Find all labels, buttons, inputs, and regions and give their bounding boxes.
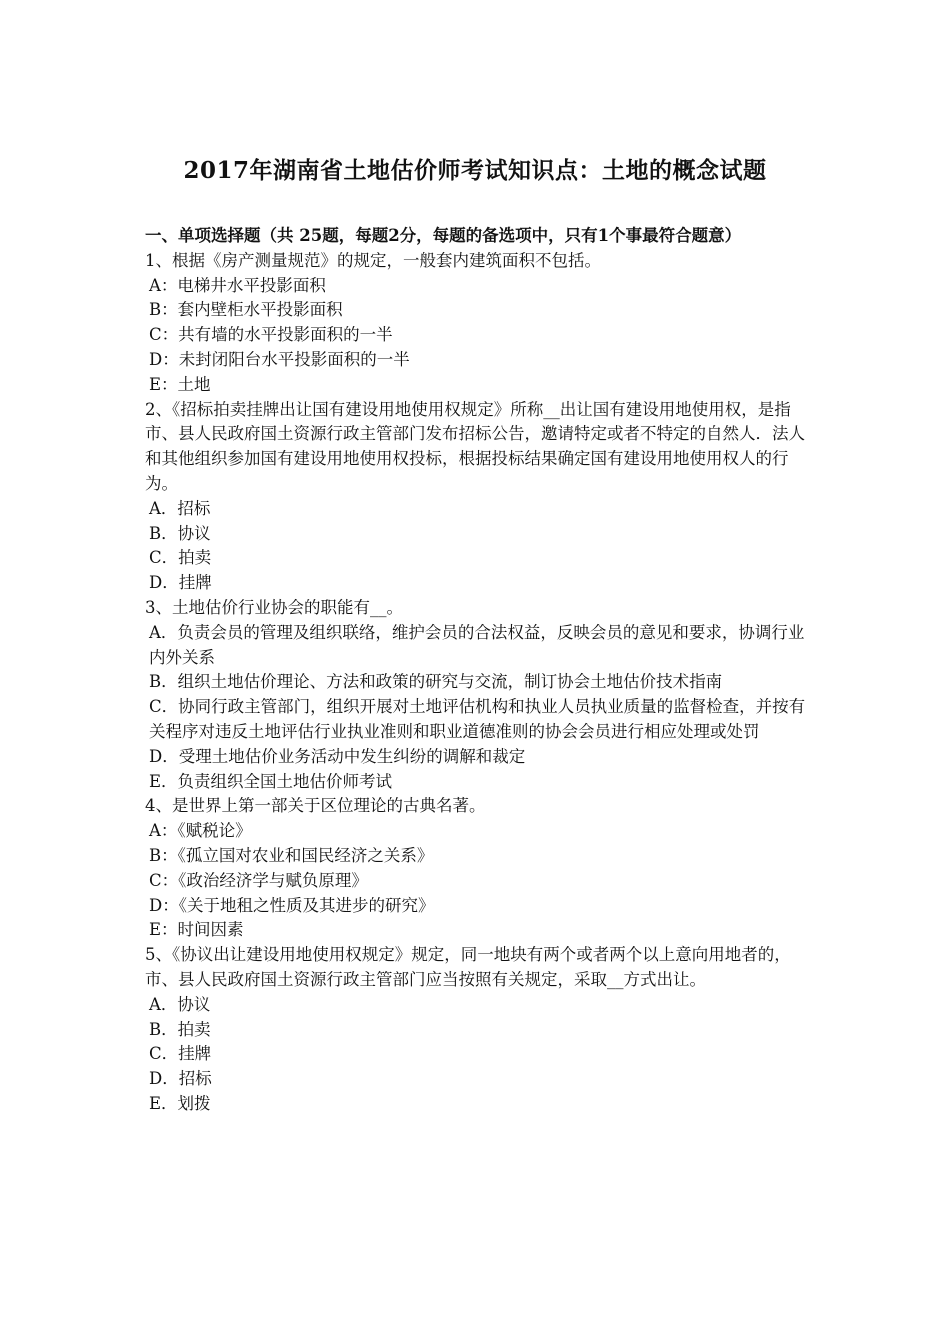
answer-option: B．拍卖	[149, 1019, 211, 1039]
answer-option: A：《赋税论》	[149, 821, 252, 841]
answer-option: B．组织土地估价理论、方法和政策的研究与交流，制订协会土地估价技术指南	[149, 672, 723, 692]
answer-option: E．负责组织全国土地估价师考试	[149, 771, 393, 791]
answer-option: D．招标	[149, 1069, 212, 1089]
answer-option: D．受理土地估价业务活动中发生纠纷的调解和裁定	[149, 746, 526, 766]
answer-option: A．协议	[149, 994, 211, 1014]
answer-option: C．拍卖	[149, 548, 212, 568]
answer-option: C：《政治经济学与赋负原理》	[149, 870, 368, 890]
answer-option: B：套内壁柜水平投影面积	[149, 300, 343, 320]
question-2	[145, 398, 810, 596]
answer-option: D．挂牌	[149, 573, 212, 593]
answer-option: D：《关于地租之性质及其进步的研究》	[149, 895, 435, 915]
question-stem: 1、根据《房产测量规范》的规定，一般套内建筑面积不包括。	[145, 250, 601, 270]
question-stem: 4、是世界上第一部关于区位理论的古典名著。	[145, 796, 486, 816]
answer-option: E．划拨	[149, 1093, 211, 1113]
question-stem: 5、《协议出让建设用地使用权规定》规定，同一地块有两个或者两个以上意向用地者的，市、县人民政府国土资源行政主管部门应当按照有关规定，采取__方式出让。	[145, 945, 791, 989]
question-4	[145, 794, 810, 943]
question-1	[145, 249, 810, 398]
answer-option: C：共有墙的水平投影面积的一半	[149, 325, 393, 345]
answer-option: C．挂牌	[149, 1044, 212, 1064]
answer-option: B．协议	[149, 523, 211, 543]
document-body	[145, 224, 810, 1117]
answer-option: E：土地	[149, 374, 211, 394]
answer-option: A：电梯井水平投影面积	[149, 275, 326, 295]
question-5	[145, 943, 810, 1117]
section-heading: 一、单项选择题（共 25题，每题2分，每题的备选项中，只有1个事最符合题意）	[145, 226, 742, 245]
document-title: 2017年湖南省土地估价师考试知识点：土地的概念试题	[183, 157, 767, 184]
answer-option: E：时间因素	[149, 920, 244, 940]
question-stem: 2、《招标拍卖挂牌出让国有建设用地使用权规定》所称__出让国有建设用地使用权，是指市、县人民政府国土资源行政主管部门发布招标公告，邀请特定或者不特定的自然人．法人和其他组织参加国有建设用地使用权投标，根据投标结果确定国有建设用地使用权人的行为。	[145, 399, 805, 493]
question-3	[145, 596, 810, 794]
answer-option: B：《孤立国对农业和国民经济之关系》	[149, 845, 434, 865]
answer-option: C．协同行政主管部门，组织开展对土地评估机构和执业人员执业质量的监督检查，并按有关程序对违反土地评估行业执业准则和职业道德准则的协会会员进行相应处理或处罚	[149, 697, 806, 741]
answer-option: A．负责会员的管理及组织联络，维护会员的合法权益，反映会员的意见和要求，协调行业内外关系	[149, 622, 805, 667]
answer-option: D：未封闭阳台水平投影面积的一半	[149, 349, 410, 369]
question-stem: 3、土地估价行业协会的职能有__。	[145, 597, 403, 617]
answer-option: A．招标	[149, 498, 211, 518]
